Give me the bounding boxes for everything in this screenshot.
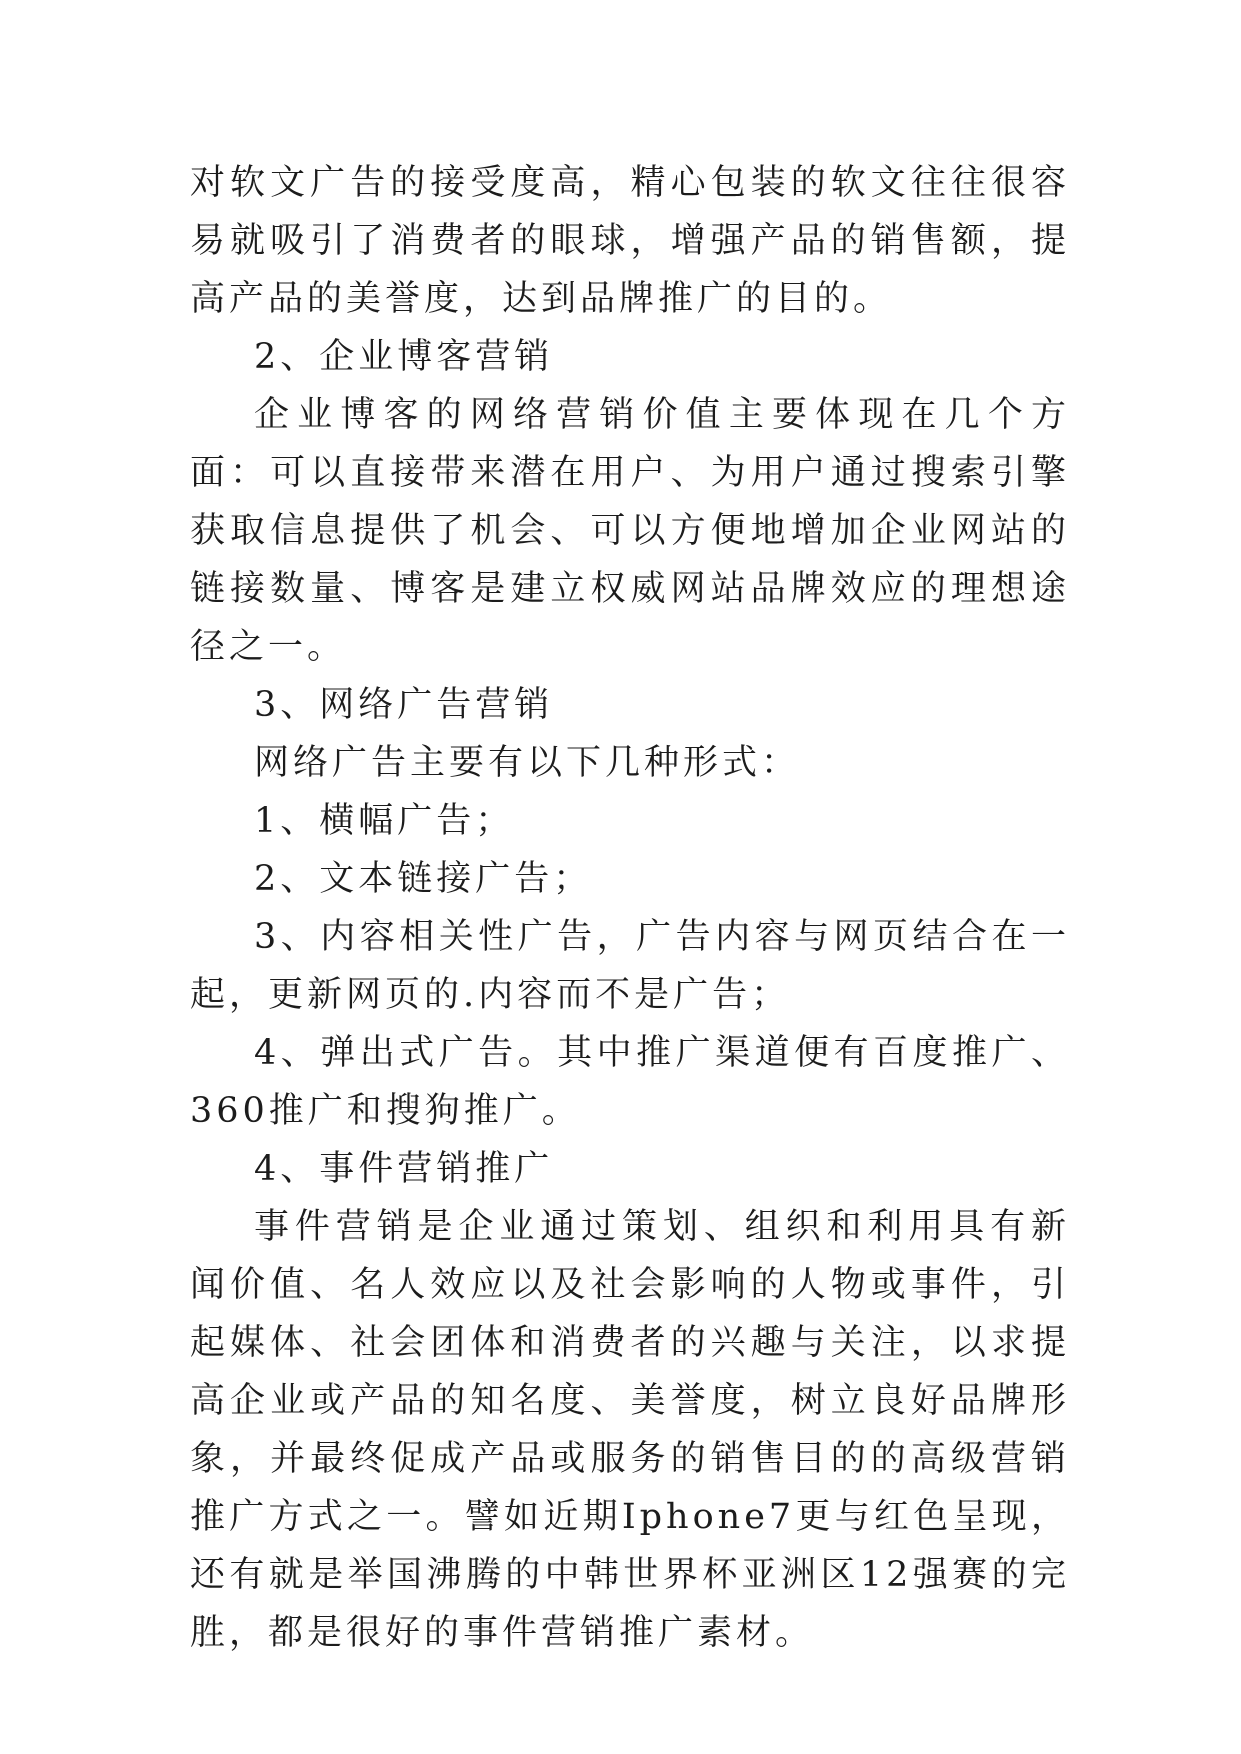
list-item-text-link-ads: 2、文本链接广告； [254, 859, 593, 899]
list-item-contextual-ads: 3、内容相关性广告，广告内容与网页结合在一起，更新网页的.内容而不是广告； [190, 917, 1070, 1015]
list-item-banner-ads: 1、横幅广告； [254, 801, 515, 841]
section-heading-network-ads: 3、网络广告营销 [254, 685, 554, 725]
list-item-popup-ads: 4、弹出式广告。其中推广渠道便有百度推广、360推广和搜狗推广。 [190, 1033, 1070, 1131]
paragraph-ads-intro: 网络广告主要有以下几种形式： [254, 743, 801, 783]
section-heading-event-marketing: 4、事件营销推广 [254, 1149, 554, 1189]
paragraph-blog-marketing: 企业博客的网络营销价值主要体现在几个方面：可以直接带来潜在用户、为用户通过搜索引擎获取信息提供了机会、可以方便地增加企业网站的链接数量、博客是建立权威网站品牌效应的理想途径之一。 [190, 395, 1070, 667]
section-heading-blog-marketing: 2、企业博客营销 [254, 337, 554, 377]
document-body [190, 154, 1070, 1662]
paragraph-event-marketing: 事件营销是企业通过策划、组织和利用具有新闻价值、名人效应以及社会影响的人物或事件，引起媒体、社会团体和消费者的兴趣与关注，以求提高企业或产品的知名度、美誉度，树立良好品牌形象，并最终促成产品或服务的销售目的的高级营销推广方式之一。譬如近期Iphone7更与红色呈现，还有就是举国沸腾的中韩世界杯亚洲区12强赛的完胜，都是很好的事件营销推广素材。 [190, 1207, 1070, 1653]
paragraph-continuation: 对软文广告的接受度高，精心包装的软文往往很容易就吸引了消费者的眼球，增强产品的销售额，提高产品的美誉度，达到品牌推广的目的。 [190, 163, 1070, 319]
